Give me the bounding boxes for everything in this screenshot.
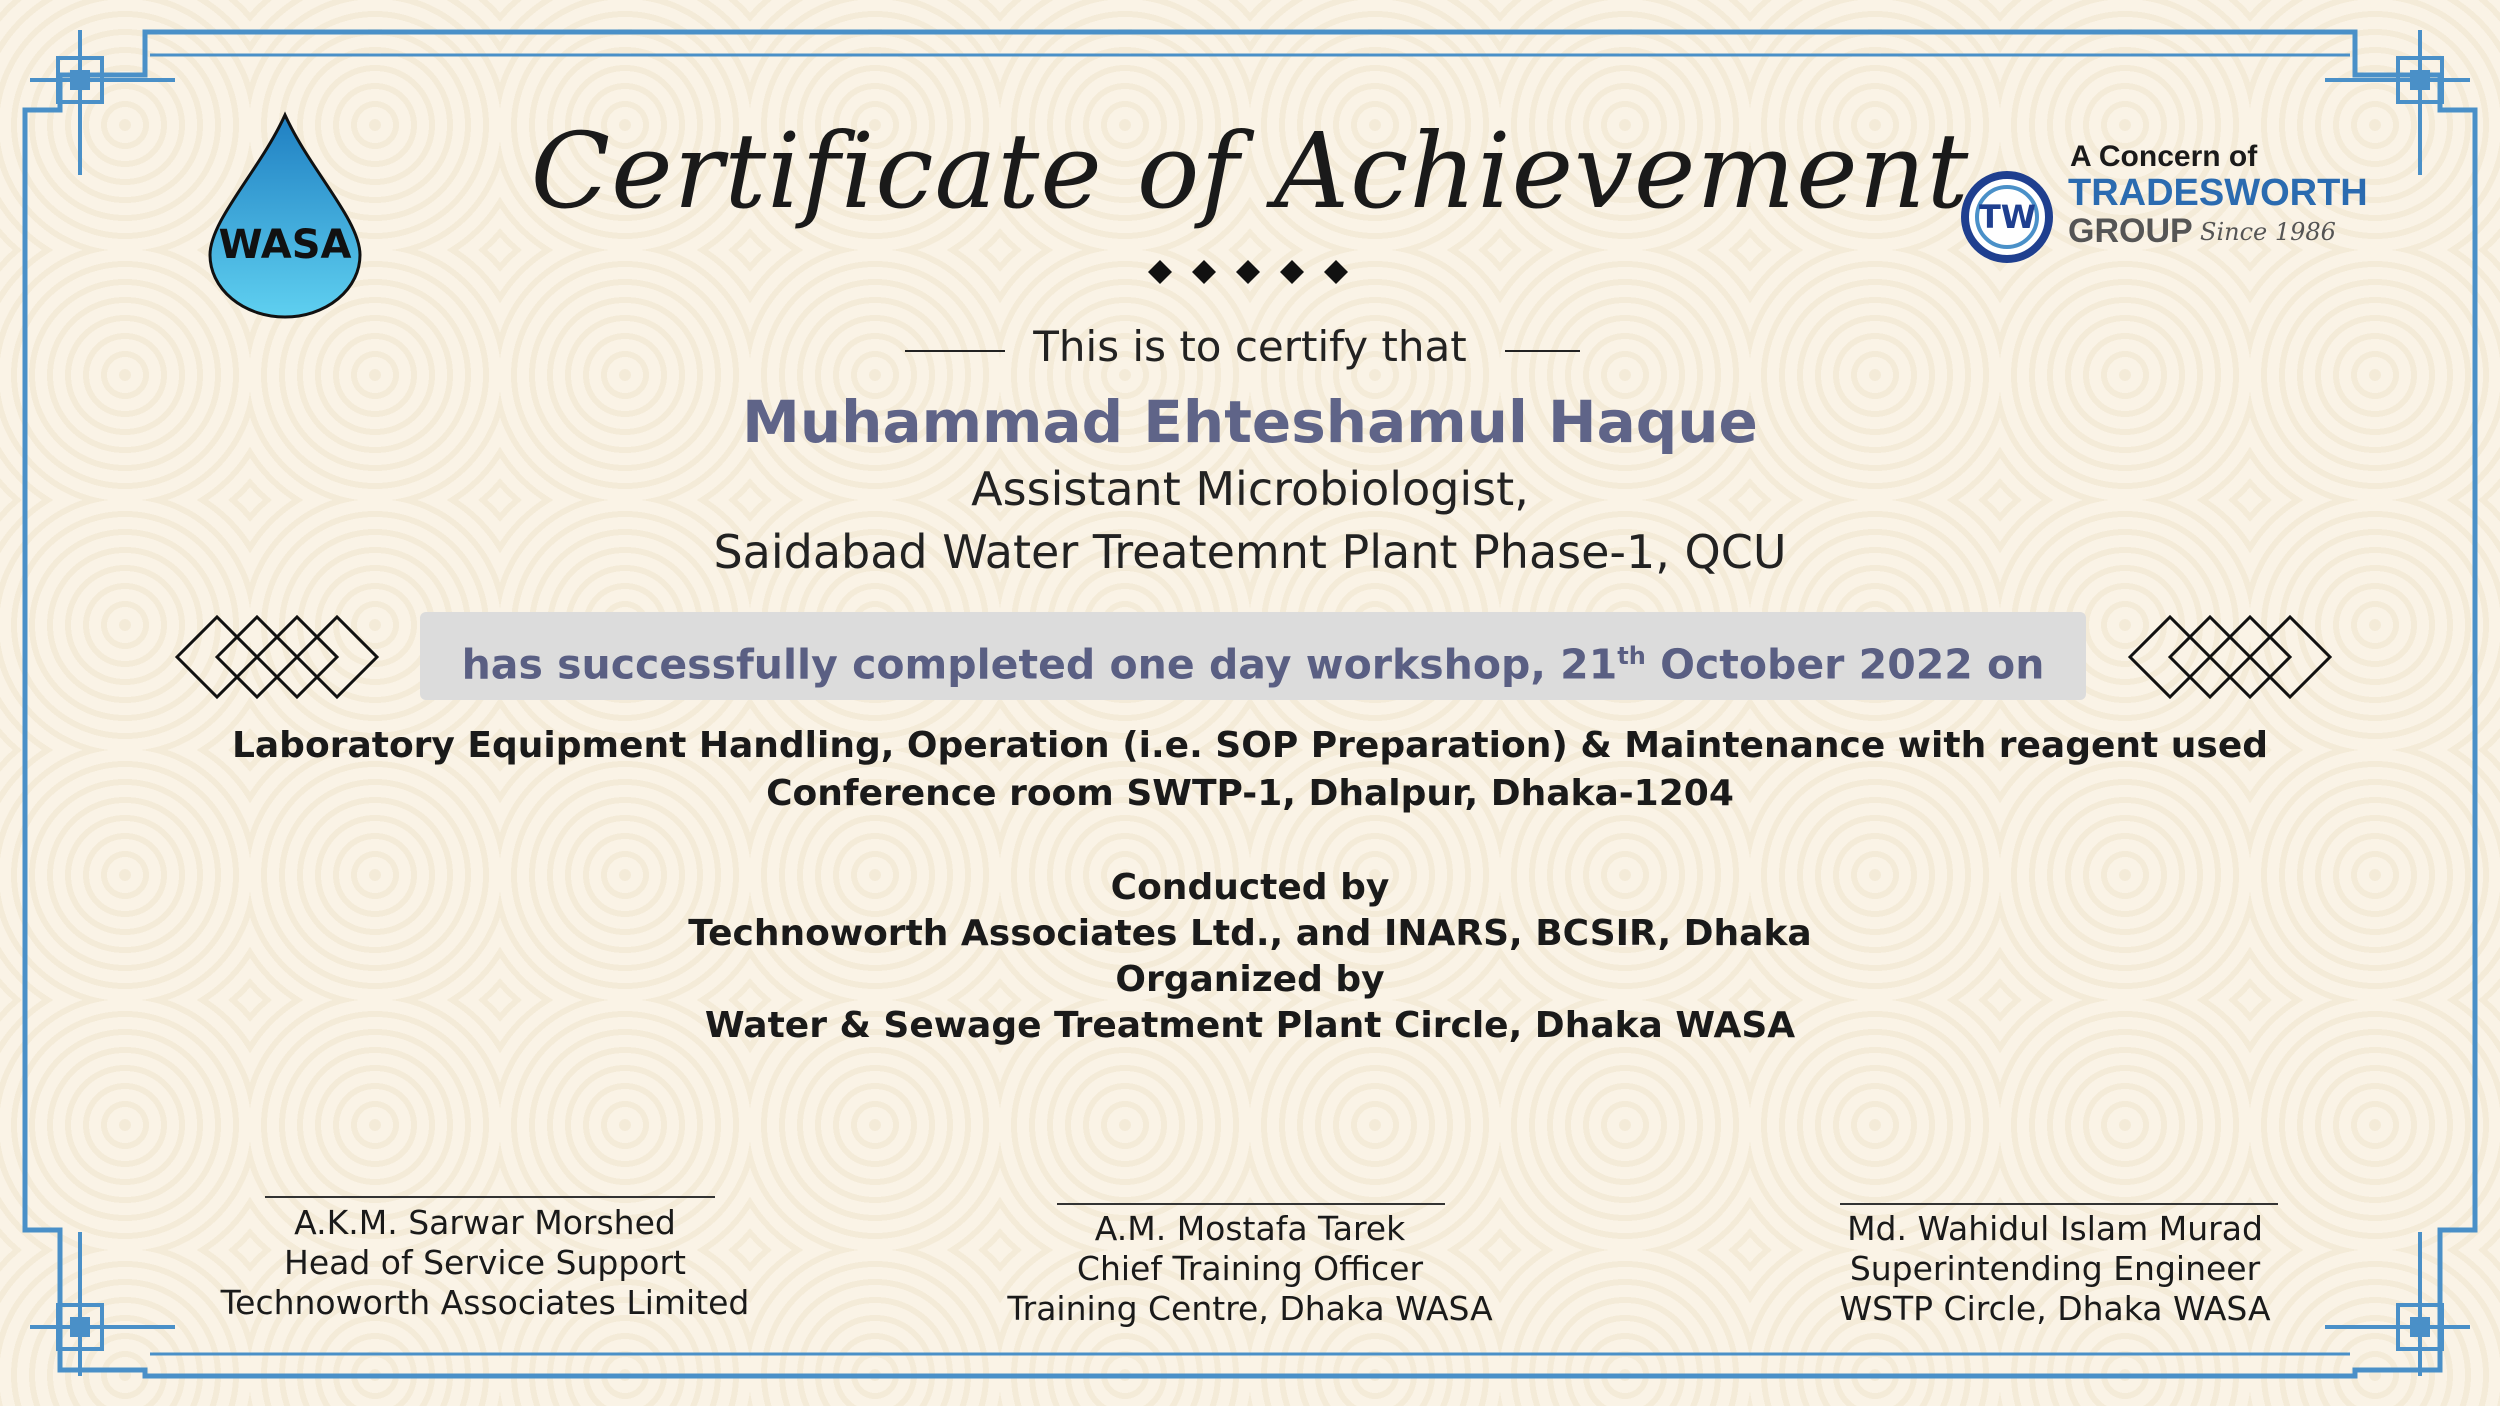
completion-banner [420, 612, 2086, 700]
concern-label: A Concern of [2070, 140, 2258, 173]
signatory-2-title: Chief Training Officer [1076, 1249, 1424, 1288]
signatory-2 [1057, 1203, 1445, 1205]
signatory-3 [1840, 1203, 2278, 1205]
intro-right-rule [1505, 350, 1580, 352]
signatory-3-name: Md. Wahidul Islam Murad [1847, 1209, 2263, 1248]
signatory-3-title: Superintending Engineer [1849, 1249, 2261, 1288]
left-diamond-ornament [172, 612, 382, 702]
signatory-1-title: Head of Service Support [284, 1243, 686, 1282]
signatory-1 [265, 1196, 715, 1198]
signatory-2-name: A.M. Mostafa Tarek [1094, 1209, 1406, 1248]
conducted-by: Technoworth Associates Ltd., and INARS, BCSIR, Dhaka [688, 913, 1812, 954]
signatory-2-block [935, 1209, 1565, 1329]
signatory-1-block [170, 1203, 800, 1323]
signature-line [265, 1196, 715, 1198]
conducted-label: Conducted by [1110, 867, 1390, 908]
certificate-title: Certificate of Achievement [530, 110, 1970, 232]
completion-text-post: October 2022 on [1645, 640, 2045, 689]
workshop-topic: Laboratory Equipment Handling, Operation (i.e. SOP Preparation) & Maintenance with reagent used [231, 725, 2269, 766]
intro-text: This is to certify that [1033, 322, 1467, 371]
signatory-3-block [1740, 1209, 2370, 1329]
signatory-2-org: Training Centre, Dhaka WASA [1007, 1289, 1493, 1328]
signatory-1-name: A.K.M. Sarwar Morshed [294, 1203, 676, 1242]
wasa-logo-text: WASA [218, 222, 352, 268]
designation-line-1: Assistant Microbiologist, [971, 462, 1529, 516]
signature-line [1057, 1203, 1445, 1205]
tw-monogram-text: TW [1978, 198, 2037, 236]
signature-line [1840, 1203, 2278, 1205]
recipient-name: Muhammad Ehteshamul Haque [742, 388, 1758, 456]
completion-text-pre: has successfully completed one day workshop, 21 [461, 640, 1618, 689]
title-diamond-ornament [1140, 258, 1360, 288]
organized-label: Organized by [1115, 959, 1385, 1000]
signatory-3-org: WSTP Circle, Dhaka WASA [1839, 1289, 2271, 1328]
company-group: GROUP [2068, 212, 2193, 250]
company-name: TRADESWORTH [2068, 172, 2368, 214]
completion-date-suffix: th [1617, 642, 1646, 670]
organized-by: Water & Sewage Treatment Plant Circle, Dhaka WASA [704, 1005, 1796, 1046]
right-diamond-ornament [2125, 612, 2335, 702]
designation-line-2: Saidabad Water Treatemnt Plant Phase-1, QCU [713, 525, 1787, 579]
workshop-venue: Conference room SWTP-1, Dhalpur, Dhaka-1204 [766, 773, 1734, 814]
company-since: Since 1986 [2200, 218, 2336, 246]
signatory-1-org: Technoworth Associates Limited [220, 1283, 750, 1322]
